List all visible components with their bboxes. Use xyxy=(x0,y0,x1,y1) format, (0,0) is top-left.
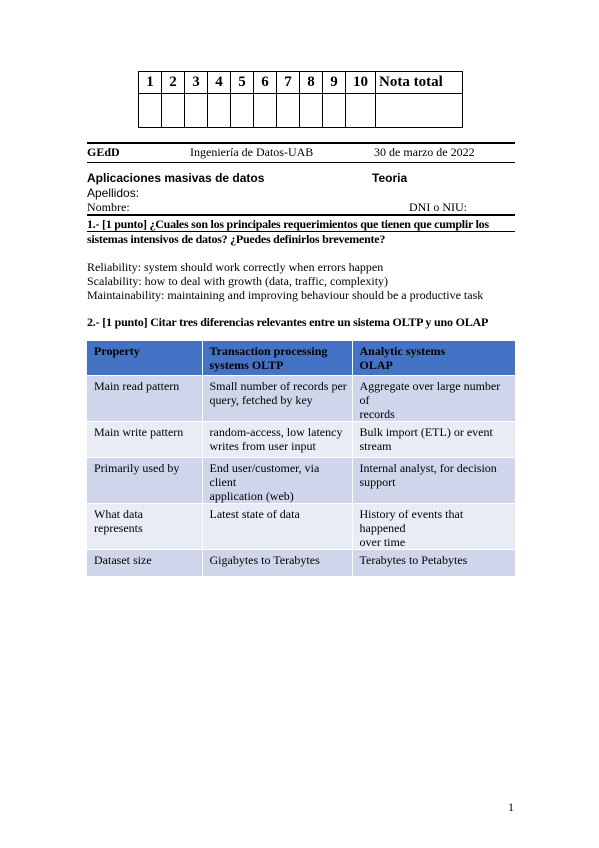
answer-reliability: Reliability: system should work correctly when errors happen xyxy=(87,260,384,274)
header-property: Property xyxy=(87,341,202,375)
grade-col-2: 2 xyxy=(162,72,185,94)
table-cell-property: What data represents xyxy=(87,503,202,549)
question-1-line-1: 1.- [1 punto] ¿Cuales son los principales requerimientos que tienen que cumplir los xyxy=(87,217,489,231)
header-top-rule xyxy=(87,142,515,144)
table-header-row xyxy=(87,341,515,375)
grade-col-6: 6 xyxy=(254,72,277,94)
table-row xyxy=(87,375,515,421)
table-row xyxy=(87,503,515,549)
table-row xyxy=(87,421,515,457)
header-mid-rule xyxy=(87,162,515,163)
answer-maintainability: Maintainability: maintaining and improving behaviour should be a productive task xyxy=(87,288,484,302)
grade-col-10: 10 xyxy=(346,72,376,94)
grade-total-cell xyxy=(376,94,463,128)
grade-table-header-row xyxy=(139,72,463,94)
table-cell-oltp: Small number of records per query, fetched by key xyxy=(202,375,352,421)
grade-cell xyxy=(231,94,254,128)
table-cell-property: Main write pattern xyxy=(87,421,202,457)
grade-table-score-row xyxy=(139,94,463,128)
name-label: Nombre: xyxy=(87,200,130,214)
table-cell-olap: Internal analyst, for decision support xyxy=(352,457,515,503)
course-code: GEdD xyxy=(87,145,120,159)
grade-cell xyxy=(254,94,277,128)
grade-cell xyxy=(162,94,185,128)
question-1-line-2: sistemas intensivos de datos? ¿Puedes definirlos brevemente? xyxy=(87,232,386,246)
table-cell-oltp: Gigabytes to Terabytes xyxy=(202,549,352,576)
grade-cell xyxy=(185,94,208,128)
grade-table xyxy=(138,71,463,128)
grade-col-8: 8 xyxy=(300,72,323,94)
grade-cell xyxy=(323,94,346,128)
question-1-answers xyxy=(87,260,483,302)
grade-col-7: 7 xyxy=(277,72,300,94)
question-2-title: 2.- [1 punto] Citar tres diferencias relevantes entre un sistema OLTP y uno OLAP xyxy=(87,315,489,329)
header-bottom-rule xyxy=(87,214,515,216)
table-cell-oltp: random-access, low latency writes from user input xyxy=(202,421,352,457)
program-name: Ingeniería de Datos-UAB xyxy=(190,145,314,159)
question-1-underline xyxy=(87,231,515,232)
table-cell-property: Dataset size xyxy=(87,549,202,576)
grade-col-4: 4 xyxy=(208,72,231,94)
table-cell-property: Primarily used by xyxy=(87,457,202,503)
page-number: 1 xyxy=(508,800,514,814)
table-cell-oltp: Latest state of data xyxy=(202,503,352,549)
table-cell-olap: History of events that happened over time xyxy=(352,503,515,549)
exam-date: 30 de marzo de 2022 xyxy=(374,145,475,159)
id-label: DNI o NIU: xyxy=(409,200,467,214)
table-row xyxy=(87,549,515,576)
grade-cell xyxy=(139,94,162,128)
header-oltp: Transaction processing systems OLTP xyxy=(202,341,352,375)
answer-scalability: Scalability: how to deal with growth (data, traffic, complexity) xyxy=(87,274,389,288)
grade-total-label: Nota total xyxy=(376,72,463,94)
oltp-olap-table xyxy=(87,341,516,576)
table-row xyxy=(87,457,515,503)
table-cell-property: Main read pattern xyxy=(87,375,202,421)
surname-label: Apellidos: xyxy=(87,186,140,200)
grade-cell xyxy=(300,94,323,128)
table-cell-olap: Aggregate over large number of records xyxy=(352,375,515,421)
grade-cell xyxy=(346,94,376,128)
course-title: Aplicaciones masivas de datos xyxy=(87,171,265,185)
grade-col-9: 9 xyxy=(323,72,346,94)
grade-cell xyxy=(277,94,300,128)
table-cell-oltp: End user/customer, via client application (web) xyxy=(202,457,352,503)
grade-cell xyxy=(208,94,231,128)
header-olap: Analytic systems OLAP xyxy=(352,341,515,375)
table-cell-olap: Terabytes to Petabytes xyxy=(352,549,515,576)
grade-col-3: 3 xyxy=(185,72,208,94)
section-title: Teoria xyxy=(372,171,408,185)
grade-col-5: 5 xyxy=(231,72,254,94)
grade-col-1: 1 xyxy=(139,72,162,94)
table-cell-olap: Bulk import (ETL) or event stream xyxy=(352,421,515,457)
